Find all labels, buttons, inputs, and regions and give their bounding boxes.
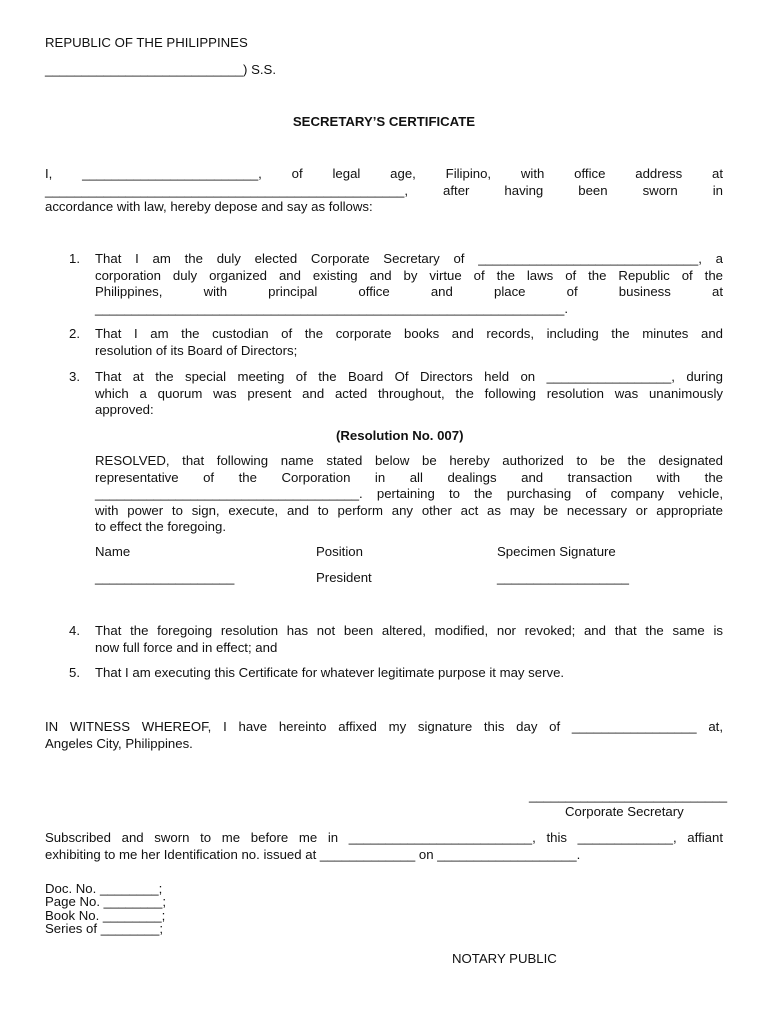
notary-public-label: NOTARY PUBLIC (452, 951, 557, 966)
item-5 (95, 665, 723, 682)
resolution-line-4: with power to sign, execute, and to perform any other act as may be necessary or appropriate (95, 502, 723, 518)
resolution-line-5: to effect the foregoing. (95, 519, 226, 535)
signature-line: ___________________________ (529, 788, 728, 803)
item-2 (95, 326, 723, 359)
jurat-line-1: Subscribed and sworn to me before me in _________________________, this _____________, affiant (45, 830, 723, 845)
resolution-line-2: representative of the Corporation in all dealings and transaction with the (95, 469, 723, 485)
witness-line-1: IN WITNESS WHEREOF, I have hereinto affixed my signature this day of _________________ at, (45, 719, 723, 734)
intro-line-3: accordance with law, hereby depose and say as follows: (45, 199, 373, 215)
table-cell-signature: __________________ (497, 570, 630, 585)
resolution-body (95, 453, 723, 536)
item-2-line-1: That I am the custodian of the corporate books and records, including the minutes and (95, 326, 723, 341)
resolution-line-3: ____________________________________. pertaining to the purchasing of company vehicle, (95, 486, 723, 502)
document-title: SECRETARY’S CERTIFICATE (292, 114, 476, 129)
witness-line-2: Angeles City, Philippines. (45, 735, 193, 751)
jurat-line-2: exhibiting to me her Identification no. issued at _____________ on ___________________. (45, 846, 581, 862)
intro-line-2: _________________________________________________, after having been sworn in (45, 182, 723, 198)
item-1 (95, 251, 723, 317)
table-cell-name: ___________________ (95, 570, 235, 585)
item-4 (95, 623, 723, 656)
table-header-signature: Specimen Signature (497, 544, 616, 559)
venue-line: ___________________________) S.S. (45, 62, 277, 77)
item-number-5: 5. (69, 665, 80, 680)
item-3-line-3: approved: (95, 402, 154, 418)
item-number-1: 1. (69, 251, 80, 266)
table-cell-position: President (316, 570, 372, 585)
page-number: Page No. ________; (45, 894, 166, 910)
item-4-line-1: That the foregoing resolution has not been altered, modified, nor revoked; and that the same is (95, 623, 723, 638)
corporate-secretary-label: Corporate Secretary (565, 804, 684, 819)
item-3 (95, 369, 723, 419)
item-1-line-4: ________________________________________________________________. (95, 300, 569, 316)
item-4-line-2: now full force and in effect; and (95, 639, 278, 655)
series-of: Series of ________; (45, 920, 164, 936)
resolution-line-1: RESOLVED, that following name stated below be hereby authorized to be the designated (95, 453, 723, 468)
intro-paragraph (45, 166, 723, 216)
resolution-heading: (Resolution No. 007) (336, 428, 464, 443)
item-number-4: 4. (69, 623, 80, 638)
witness-paragraph (45, 719, 723, 752)
book-number: Book No. ________; (45, 907, 166, 923)
item-3-line-1: That at the special meeting of the Board Of Directors held on _________________, during (95, 369, 723, 384)
doc-number: Doc. No. ________; (45, 881, 163, 896)
jurat-paragraph (45, 830, 723, 863)
item-number-2: 2. (69, 326, 80, 341)
item-2-line-2: resolution of its Board of Directors; (95, 342, 298, 358)
intro-line-1: I, ________________________, of legal age, Filipino, with office address at (45, 166, 723, 181)
table-header-name: Name (95, 544, 131, 559)
item-1-line-1: That I am the duly elected Corporate Secretary of ______________________________, a (95, 251, 723, 266)
item-3-line-2: which a quorum was present and acted throughout, the following resolution was unanimously (95, 385, 723, 401)
item-1-line-2: corporation duly organized and existing and by virtue of the laws of the Republic of the (95, 267, 723, 283)
country-header: REPUBLIC OF THE PHILIPPINES (45, 35, 248, 50)
item-number-3: 3. (69, 369, 80, 384)
notarial-register (45, 882, 166, 935)
item-5-line-1: That I am executing this Certificate for whatever legitimate purpose it may serve. (95, 665, 565, 680)
item-1-line-3: Philippines, with principal office and place of business at (95, 284, 723, 300)
table-header-position: Position (316, 544, 363, 559)
